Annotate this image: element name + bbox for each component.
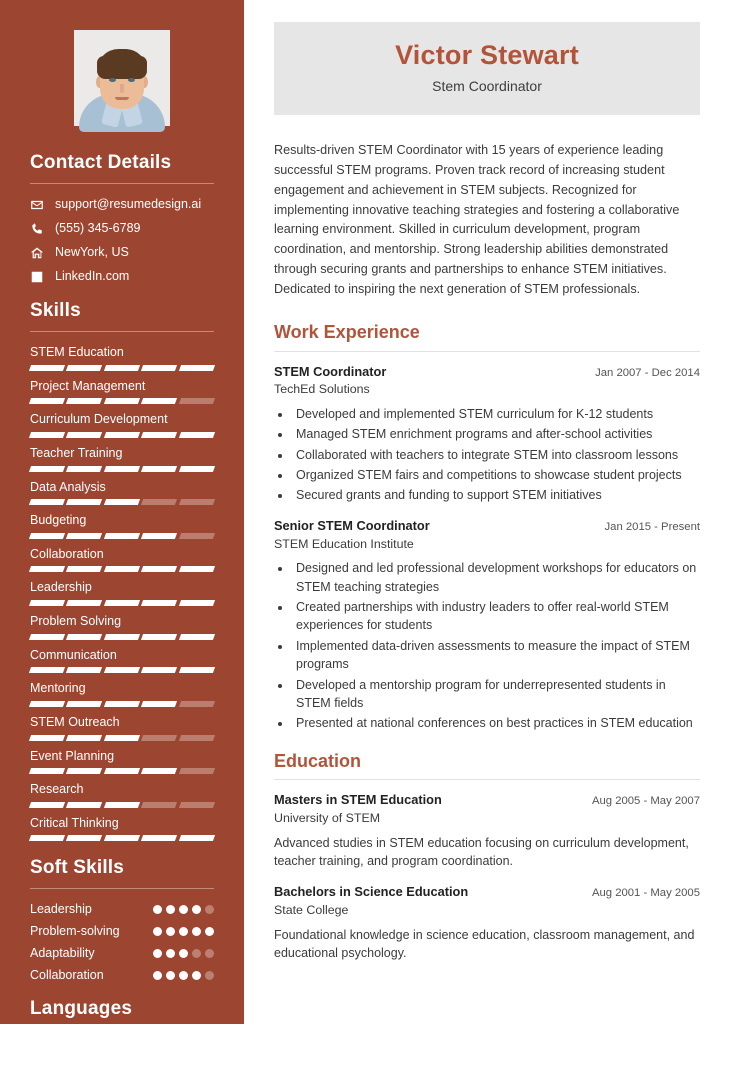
- skill-bar-segment: [29, 667, 66, 673]
- skills-heading: Skills: [30, 300, 81, 321]
- work-entry: [274, 364, 700, 505]
- education-entry: [274, 884, 700, 963]
- skill-level-bar: [30, 735, 214, 741]
- skill-level-bar: [30, 398, 214, 404]
- skill-name: Research: [30, 782, 84, 797]
- skill-bar-segment: [66, 533, 103, 539]
- work-experience-divider: [274, 351, 700, 352]
- photo-brow-left: [107, 73, 118, 76]
- skill-bar-segment: [179, 735, 216, 741]
- skill-bar-segment: [104, 634, 141, 640]
- list-item: • Collaborated with teachers to integrate STEM into classroom lessons: [292, 446, 700, 464]
- skill-bar-segment: [179, 600, 216, 606]
- skill-level-bar: [30, 499, 214, 505]
- skill-bar-segment: [141, 802, 178, 808]
- skill-name: Project Management: [30, 378, 146, 393]
- skill-bar-segment: [66, 566, 103, 572]
- skill-row: [30, 715, 214, 741]
- skill-bar-segment: [66, 600, 103, 606]
- skills-list: [30, 345, 214, 841]
- skill-bar-segment: [104, 701, 141, 707]
- page-title: Victor Stewart: [395, 40, 579, 70]
- rating-dot: [179, 927, 188, 936]
- skill-bar-segment: [104, 735, 141, 741]
- skill-level-bar: [30, 634, 214, 640]
- soft-skill-name: Problem-solving: [30, 924, 120, 939]
- rating-dot: [153, 949, 162, 958]
- skill-bar-segment: [66, 768, 103, 774]
- skill-row: [30, 412, 214, 438]
- profile-photo-wrapper: [0, 30, 244, 126]
- skill-bar-segment: [29, 499, 66, 505]
- skill-bar-segment: [179, 566, 216, 572]
- soft-skill-name: Leadership: [30, 902, 92, 917]
- contact-phone-text: (555) 345-6789: [55, 221, 141, 235]
- envelope-icon: [30, 198, 44, 212]
- photo-hair-right: [135, 56, 147, 74]
- skill-bar-segment: [29, 802, 66, 808]
- skill-bar-segment: [66, 735, 103, 741]
- skill-bar-segment: [29, 365, 66, 371]
- home-icon: [30, 246, 44, 260]
- rating-dot: [166, 949, 175, 958]
- education-entry-description: Advanced studies in STEM education focusing on curriculum development, teacher training, and program coordination.: [274, 835, 689, 869]
- skill-level-bar: [30, 566, 214, 572]
- skill-name: Communication: [30, 647, 117, 662]
- list-item: • Developed and implemented STEM curriculum for K-12 students: [292, 405, 700, 423]
- skill-level-bar: [30, 466, 214, 472]
- education-divider: [274, 779, 700, 780]
- rating-dot: [192, 949, 201, 958]
- skill-bar-segment: [66, 398, 103, 404]
- skill-row: [30, 648, 214, 674]
- rating-dot: [166, 905, 175, 914]
- skill-name: Mentoring: [30, 681, 86, 696]
- phone-icon: [30, 222, 44, 236]
- soft-skill-row: [30, 968, 214, 982]
- skill-bar-segment: [66, 432, 103, 438]
- skill-bar-segment: [104, 365, 141, 371]
- work-entry-header: [274, 364, 700, 381]
- skill-bar-segment: [29, 432, 66, 438]
- list-item: • Secured grants and funding to support STEM initiatives: [292, 486, 700, 504]
- rating-dot: [166, 971, 175, 980]
- skill-row: [30, 480, 214, 506]
- skill-bar-segment: [179, 432, 216, 438]
- skill-level-bar: [30, 533, 214, 539]
- contact-location-text: NewYork, US: [55, 245, 129, 259]
- work-entry-header: [274, 518, 700, 535]
- skill-bar-segment: [141, 533, 178, 539]
- skill-row: [30, 816, 214, 842]
- work-experience-heading: Work Experience: [274, 321, 420, 342]
- education-entry-date: Aug 2005 - May 2007: [591, 795, 700, 808]
- skill-bar-segment: [179, 398, 216, 404]
- work-entry-organization: STEM Education Institute: [274, 536, 414, 551]
- skill-level-bar: [30, 701, 214, 707]
- rating-dot: [153, 927, 162, 936]
- list-item: • Organized STEM fairs and competitions to showcase student projects: [292, 466, 700, 484]
- list-item: • Designed and led professional development workshops for educators on STEM teaching strategies: [292, 559, 700, 596]
- photo-hair-left: [97, 56, 109, 74]
- skill-bar-segment: [141, 735, 178, 741]
- education-entry-degree: Masters in STEM Education: [274, 792, 442, 808]
- skill-bar-segment: [179, 768, 216, 774]
- education-entry-school: University of STEM: [274, 810, 381, 825]
- photo-nose: [120, 84, 124, 93]
- skill-level-bar: [30, 768, 214, 774]
- skill-level-bar: [30, 802, 214, 808]
- skill-row: [30, 345, 214, 371]
- work-entry-bullets: [292, 405, 700, 505]
- skill-level-bar: [30, 365, 214, 371]
- skills-divider: [30, 331, 214, 332]
- work-entry-date: Jan 2015 - Present: [604, 520, 700, 533]
- skill-bar-segment: [104, 466, 141, 472]
- rating-dot: [205, 927, 214, 936]
- skill-name: Curriculum Development: [30, 412, 168, 427]
- skill-bar-segment: [179, 701, 216, 707]
- name-header-card: [274, 22, 700, 115]
- work-entry-role: STEM Coordinator: [274, 363, 387, 379]
- skill-bar-segment: [66, 667, 103, 673]
- skill-bar-segment: [104, 802, 141, 808]
- education-entry-header: [274, 884, 700, 901]
- skill-bar-segment: [29, 600, 66, 606]
- skill-level-bar: [30, 600, 214, 606]
- list-item: • Managed STEM enrichment programs and after-school activities: [292, 425, 700, 443]
- soft-skill-rating: [153, 971, 214, 980]
- linkedin-icon: [30, 270, 44, 284]
- skill-name: Data Analysis: [30, 479, 106, 494]
- professional-summary: Results-driven STEM Coordinator with 15 years of experience leading successful STEM programs. Proven track record of increasing student engagement and achievement in STEM subjects. Recognized for implementing innovative teaching strategies and fostering a collaborative learning environment. Skilled in curriculum development, program coordination, and mentorship. Strong leadership abilities demonstrated through securing grants and partnerships to enhance STEM initiatives. Dedicated to inspiring the next generation of STEM professionals.: [274, 142, 680, 297]
- skill-name: Leadership: [30, 580, 92, 595]
- skill-name: Problem Solving: [30, 614, 122, 628]
- contact-list: [30, 197, 214, 284]
- skill-bar-segment: [179, 802, 216, 808]
- soft-skill-rating: [153, 905, 214, 914]
- skill-row: [30, 379, 214, 405]
- rating-dot: [192, 971, 201, 980]
- skill-bar-segment: [29, 466, 66, 472]
- education-entry-date: Aug 2001 - May 2005: [591, 887, 700, 900]
- list-item: • Developed a mentorship program for underrepresented students in STEM fields: [292, 676, 700, 713]
- skill-row: [30, 749, 214, 775]
- skill-row: [30, 547, 214, 573]
- skill-bar-segment: [29, 768, 66, 774]
- skill-bar-segment: [66, 802, 103, 808]
- skill-bar-segment: [104, 398, 141, 404]
- skill-bar-segment: [141, 634, 178, 640]
- rating-dot: [166, 927, 175, 936]
- soft-skills-list: [30, 902, 214, 982]
- contact-email-text: support@resumedesign.ai: [55, 197, 202, 211]
- photo-eye-left: [109, 78, 116, 82]
- skill-bar-segment: [104, 499, 141, 505]
- contact-details-heading: Contact Details: [30, 152, 172, 173]
- education-entry-header: [274, 792, 700, 809]
- skill-bar-segment: [66, 634, 103, 640]
- photo-brow-right: [126, 73, 137, 76]
- skill-bar-segment: [179, 499, 216, 505]
- skill-bar-segment: [104, 432, 141, 438]
- skill-bar-segment: [141, 667, 178, 673]
- skill-bar-segment: [104, 533, 141, 539]
- rating-dot: [153, 971, 162, 980]
- skill-bar-segment: [66, 701, 103, 707]
- list-item: • Presented at national conferences on best practices in STEM education: [292, 714, 700, 732]
- soft-skills-heading: Soft Skills: [30, 857, 125, 879]
- skill-level-bar: [30, 835, 214, 841]
- skill-bar-segment: [179, 365, 216, 371]
- languages-divider: [30, 1029, 214, 1030]
- skill-bar-segment: [29, 835, 66, 841]
- skill-name: STEM Education: [30, 345, 124, 359]
- languages-heading: Languages: [30, 998, 133, 1020]
- skill-row: [30, 614, 214, 640]
- skill-bar-segment: [29, 398, 66, 404]
- sidebar: [0, 0, 244, 1062]
- skill-bar-segment: [104, 667, 141, 673]
- languages-section: [0, 998, 244, 1066]
- soft-skill-rating: [153, 927, 214, 936]
- skill-bar-segment: [179, 667, 216, 673]
- skill-bar-segment: [179, 634, 216, 640]
- rating-dot: [179, 971, 188, 980]
- contact-linkedin-text: LinkedIn.com: [55, 269, 130, 283]
- education-section: [274, 751, 700, 963]
- soft-skill-row: [30, 946, 214, 960]
- skill-row: [30, 513, 214, 539]
- contact-item-linkedin[interactable]: [30, 269, 214, 284]
- skill-row: [30, 681, 214, 707]
- skill-bar-segment: [29, 634, 66, 640]
- skill-bar-segment: [29, 566, 66, 572]
- skill-bar-segment: [141, 499, 178, 505]
- soft-skill-name: Collaboration: [30, 968, 104, 983]
- education-entry-school: State College: [274, 902, 349, 917]
- work-entries: [274, 364, 700, 733]
- skill-bar-segment: [104, 600, 141, 606]
- skill-row: [30, 580, 214, 606]
- education-entry: [274, 792, 700, 871]
- contact-item-email[interactable]: [30, 197, 214, 212]
- rating-dot: [153, 905, 162, 914]
- soft-skill-row: [30, 924, 214, 938]
- contact-details-section: [0, 152, 244, 284]
- skill-bar-segment: [141, 835, 178, 841]
- rating-dot: [205, 971, 214, 980]
- skill-bar-segment: [141, 566, 178, 572]
- language-tag: Spanish: [94, 1043, 155, 1066]
- photo-mouth: [115, 97, 129, 100]
- education-entries: [274, 792, 700, 963]
- skill-name: Budgeting: [30, 513, 87, 528]
- skill-bar-segment: [29, 735, 66, 741]
- skill-bar-segment: [66, 835, 103, 841]
- skill-name: Collaboration: [30, 546, 104, 561]
- skill-bar-segment: [179, 835, 216, 841]
- skill-bar-segment: [179, 533, 216, 539]
- skill-row: [30, 446, 214, 472]
- work-entry-role: Senior STEM Coordinator: [274, 517, 430, 533]
- skill-bar-segment: [141, 466, 178, 472]
- skills-section: [0, 300, 244, 841]
- skill-name: Teacher Training: [30, 445, 123, 460]
- skill-bar-segment: [66, 365, 103, 371]
- skill-bar-segment: [141, 365, 178, 371]
- education-entry-degree: Bachelors in Science Education: [274, 884, 469, 900]
- list-item: • Created partnerships with industry leaders to offer real-world STEM experiences for students: [292, 598, 700, 635]
- skill-level-bar: [30, 667, 214, 673]
- soft-skills-divider: [30, 888, 214, 889]
- languages-list: [30, 1043, 214, 1066]
- soft-skills-section: [0, 857, 244, 982]
- skill-name: STEM Outreach: [30, 714, 120, 729]
- job-title: Stem Coordinator: [432, 78, 542, 95]
- soft-skill-row: [30, 902, 214, 916]
- skill-name: Event Planning: [30, 748, 115, 763]
- soft-skill-name: Adaptability: [30, 946, 95, 961]
- contact-item-phone[interactable]: [30, 221, 214, 236]
- skill-name: Critical Thinking: [30, 815, 119, 830]
- skill-bar-segment: [29, 701, 66, 707]
- skill-bar-segment: [66, 466, 103, 472]
- skill-bar-segment: [66, 499, 103, 505]
- rating-dot: [205, 905, 214, 914]
- skill-row: [30, 782, 214, 808]
- work-entry: [274, 518, 700, 733]
- skill-bar-segment: [141, 768, 178, 774]
- skill-level-bar: [30, 432, 214, 438]
- language-tag: English: [30, 1043, 87, 1066]
- contact-details-divider: [30, 183, 214, 184]
- rating-dot: [192, 905, 201, 914]
- list-item: • Implemented data-driven assessments to measure the impact of STEM programs: [292, 637, 700, 674]
- work-entry-bullets: [292, 559, 700, 732]
- work-entry-date: Jan 2007 - Dec 2014: [595, 366, 700, 379]
- skill-bar-segment: [141, 701, 178, 707]
- skill-bar-segment: [104, 768, 141, 774]
- skill-bar-segment: [104, 566, 141, 572]
- photo-eye-right: [128, 78, 135, 82]
- education-entry-description: Foundational knowledge in science education, classroom management, and educational psychology.: [274, 927, 695, 961]
- rating-dot: [205, 949, 214, 958]
- skill-bar-segment: [141, 600, 178, 606]
- work-entry-organization: TechEd Solutions: [274, 382, 370, 397]
- main-content: [244, 0, 730, 1024]
- skill-bar-segment: [29, 533, 66, 539]
- education-heading: Education: [274, 750, 362, 771]
- contact-item-location[interactable]: [30, 245, 214, 260]
- rating-dot: [179, 949, 188, 958]
- soft-skill-rating: [153, 949, 214, 958]
- avatar: [74, 30, 170, 126]
- rating-dot: [179, 905, 188, 914]
- skill-bar-segment: [141, 398, 178, 404]
- skill-bar-segment: [141, 432, 178, 438]
- skill-bar-segment: [179, 466, 216, 472]
- work-experience-section: [274, 322, 700, 733]
- rating-dot: [192, 927, 201, 936]
- skill-bar-segment: [104, 835, 141, 841]
